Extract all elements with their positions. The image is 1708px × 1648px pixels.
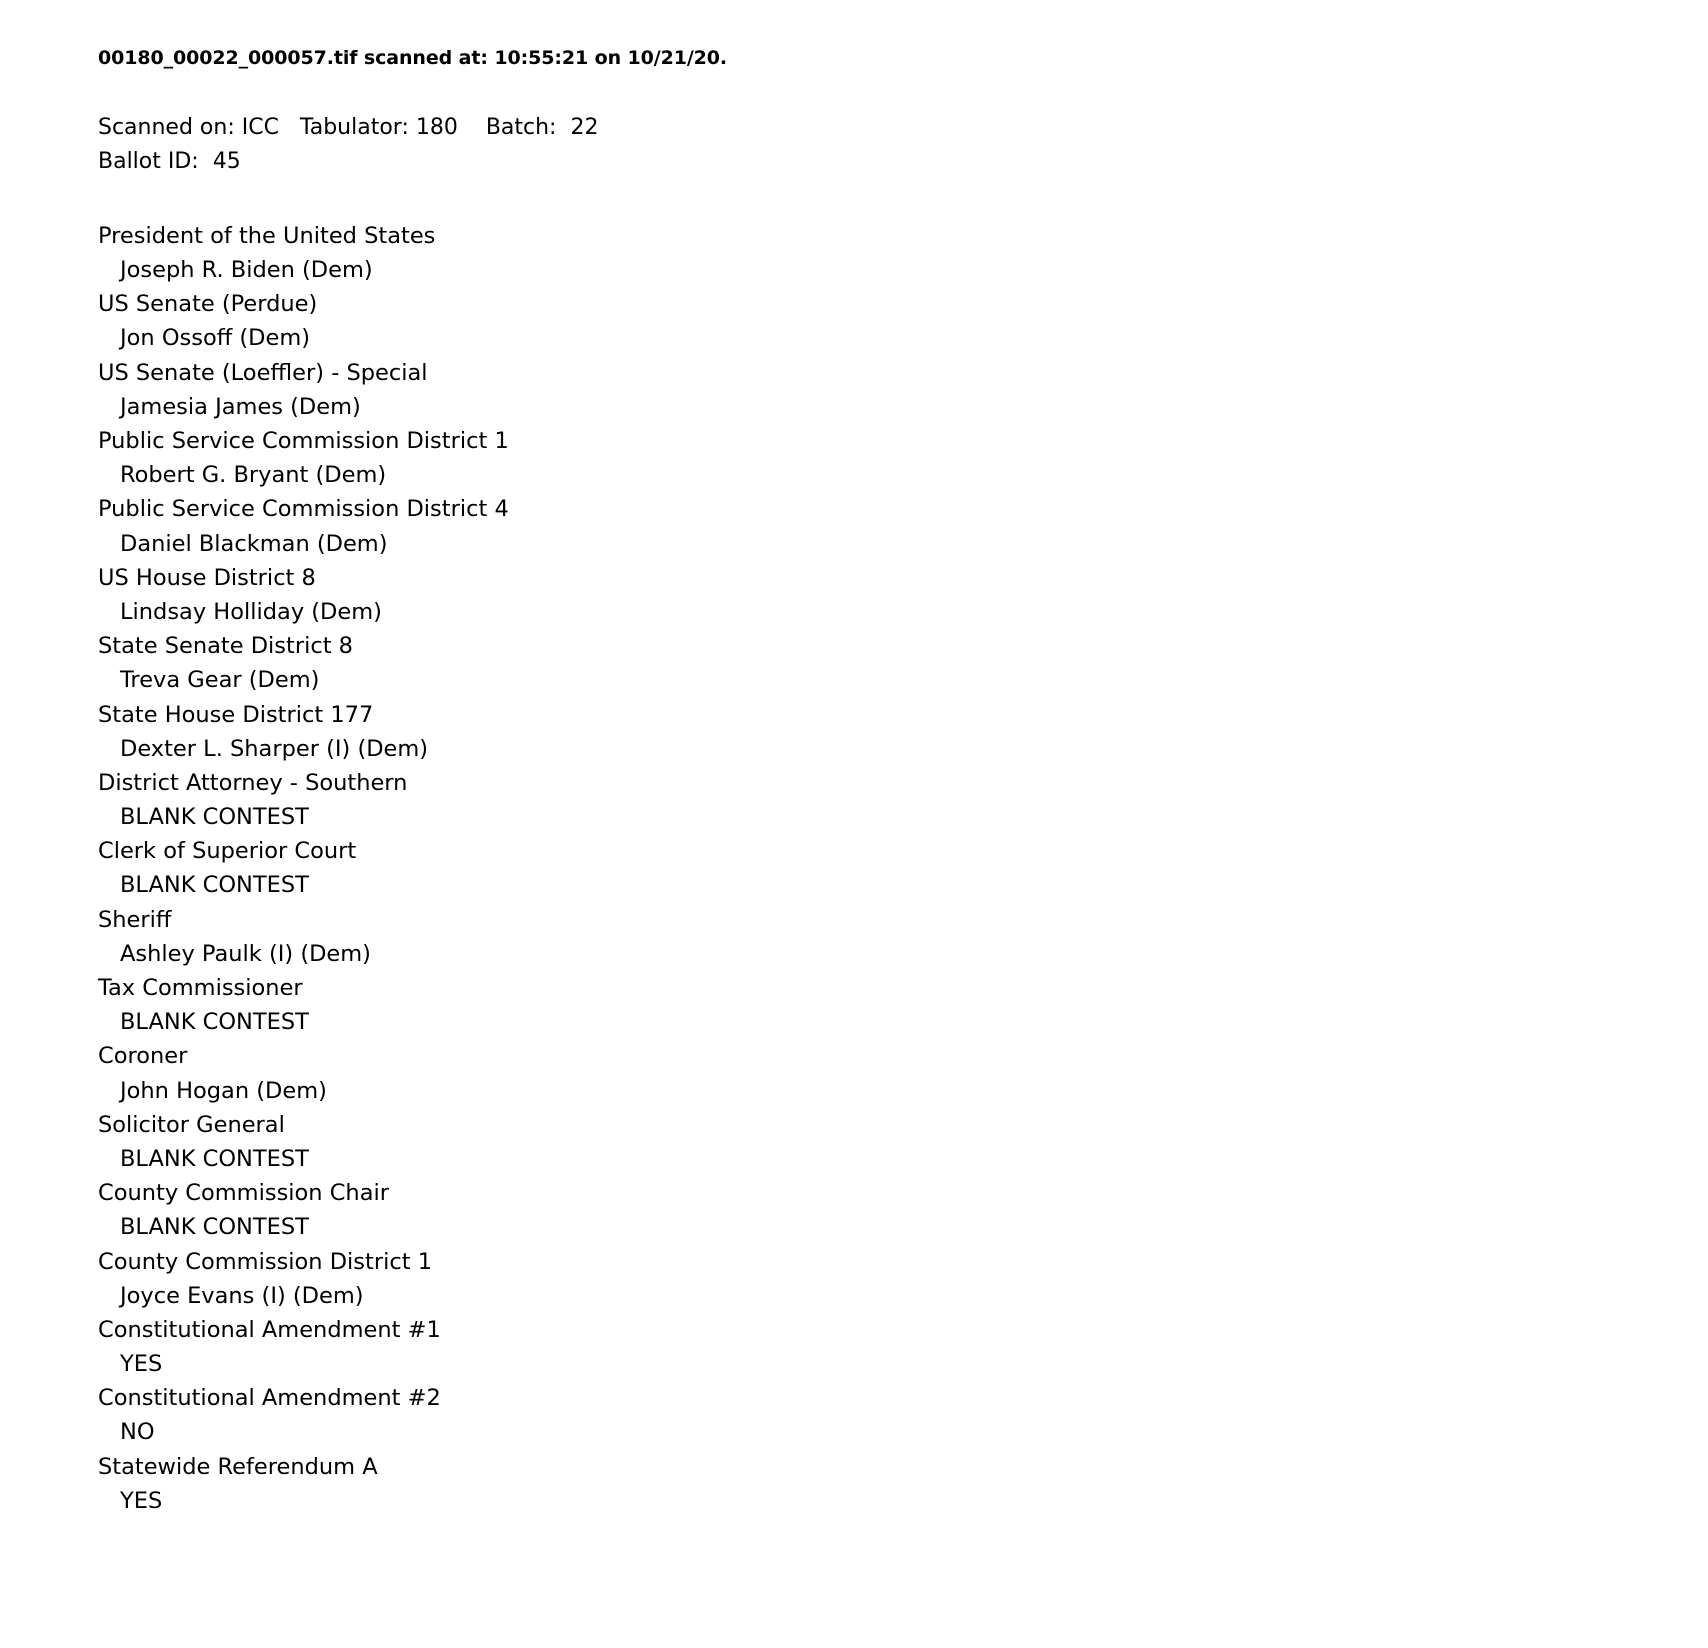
contest-item xyxy=(98,1108,1708,1176)
contest-item xyxy=(98,834,1708,902)
contest-choice: Joyce Evans (I) (Dem) xyxy=(120,1282,364,1309)
contest-choice: BLANK CONTEST xyxy=(120,1009,309,1036)
contest-choice: Ashley Paulk (I) (Dem) xyxy=(120,940,371,967)
contest-item xyxy=(98,766,1708,834)
contest-title: Public Service Commission District 4 xyxy=(98,496,509,523)
contest-item xyxy=(98,1245,1708,1313)
contest-title: Constitutional Amendment #1 xyxy=(98,1316,441,1343)
contest-item xyxy=(98,1450,1708,1518)
contest-choice: YES xyxy=(120,1351,163,1378)
contest-choice: YES xyxy=(120,1487,163,1514)
contest-title: County Commission Chair xyxy=(98,1180,389,1207)
contest-item xyxy=(98,971,1708,1039)
contest-choice: Joseph R. Biden (Dem) xyxy=(120,257,373,284)
contest-choice: Jon Ossoff (Dem) xyxy=(120,325,311,352)
contest-title: Clerk of Superior Court xyxy=(98,838,357,865)
ballot-id-line: Ballot ID: 45 xyxy=(98,148,241,174)
contest-title: State House District 177 xyxy=(98,701,374,728)
contest-title: US House District 8 xyxy=(98,564,316,591)
contest-choice: NO xyxy=(120,1419,155,1446)
contest-item xyxy=(98,219,1708,287)
contest-title: Solicitor General xyxy=(98,1111,285,1138)
contest-title: Sheriff xyxy=(98,906,172,933)
contest-title: County Commission District 1 xyxy=(98,1248,433,1275)
contest-title: President of the United States xyxy=(98,222,436,249)
contest-title: Tax Commissioner xyxy=(98,975,303,1001)
contest-choice: BLANK CONTEST xyxy=(120,1214,309,1241)
contest-item xyxy=(98,287,1708,355)
contest-title: Statewide Referendum A xyxy=(98,1453,378,1480)
contest-choice: Robert G. Bryant (Dem) xyxy=(120,462,387,489)
contest-title: Constitutional Amendment #2 xyxy=(98,1385,441,1412)
scan-source-line: Scanned on: ICC Tabulator: 180 Batch: 22 xyxy=(98,114,599,140)
contest-item xyxy=(98,698,1708,766)
contest-item xyxy=(98,1313,1708,1381)
contest-item xyxy=(98,629,1708,697)
contest-title: Public Service Commission District 1 xyxy=(98,428,509,454)
contest-item xyxy=(98,424,1708,492)
contest-choice: Daniel Blackman (Dem) xyxy=(120,530,388,557)
scan-header-line: 00180_00022_000057.tif scanned at: 10:55:21 on 10/21/20. xyxy=(98,47,728,69)
contest-item xyxy=(98,356,1708,424)
contest-choice: Dexter L. Sharper (I) (Dem) xyxy=(120,735,429,762)
contest-item xyxy=(98,561,1708,629)
contest-choice: Lindsay Holliday (Dem) xyxy=(120,598,382,625)
contest-title: District Attorney - Southern xyxy=(98,769,408,796)
contest-choice: BLANK CONTEST xyxy=(120,872,309,899)
contest-item xyxy=(98,1176,1708,1244)
contest-choice: BLANK CONTEST xyxy=(120,1145,309,1172)
contest-choice: Jamesia James (Dem) xyxy=(120,393,361,420)
contest-title: State Senate District 8 xyxy=(98,633,353,660)
scan-metadata xyxy=(98,111,1708,179)
contest-choice: BLANK CONTEST xyxy=(120,804,309,831)
contest-title: US Senate (Loeffler) - Special xyxy=(98,359,428,386)
contest-item xyxy=(98,1381,1708,1449)
contest-item xyxy=(98,1039,1708,1107)
contest-title: US Senate (Perdue) xyxy=(98,291,318,318)
contest-title: Coroner xyxy=(98,1043,188,1070)
contest-results-list xyxy=(98,219,1708,1518)
contest-choice: Treva Gear (Dem) xyxy=(120,667,320,694)
contest-item xyxy=(98,903,1708,971)
contest-item xyxy=(98,492,1708,560)
contest-choice: John Hogan (Dem) xyxy=(120,1077,327,1104)
